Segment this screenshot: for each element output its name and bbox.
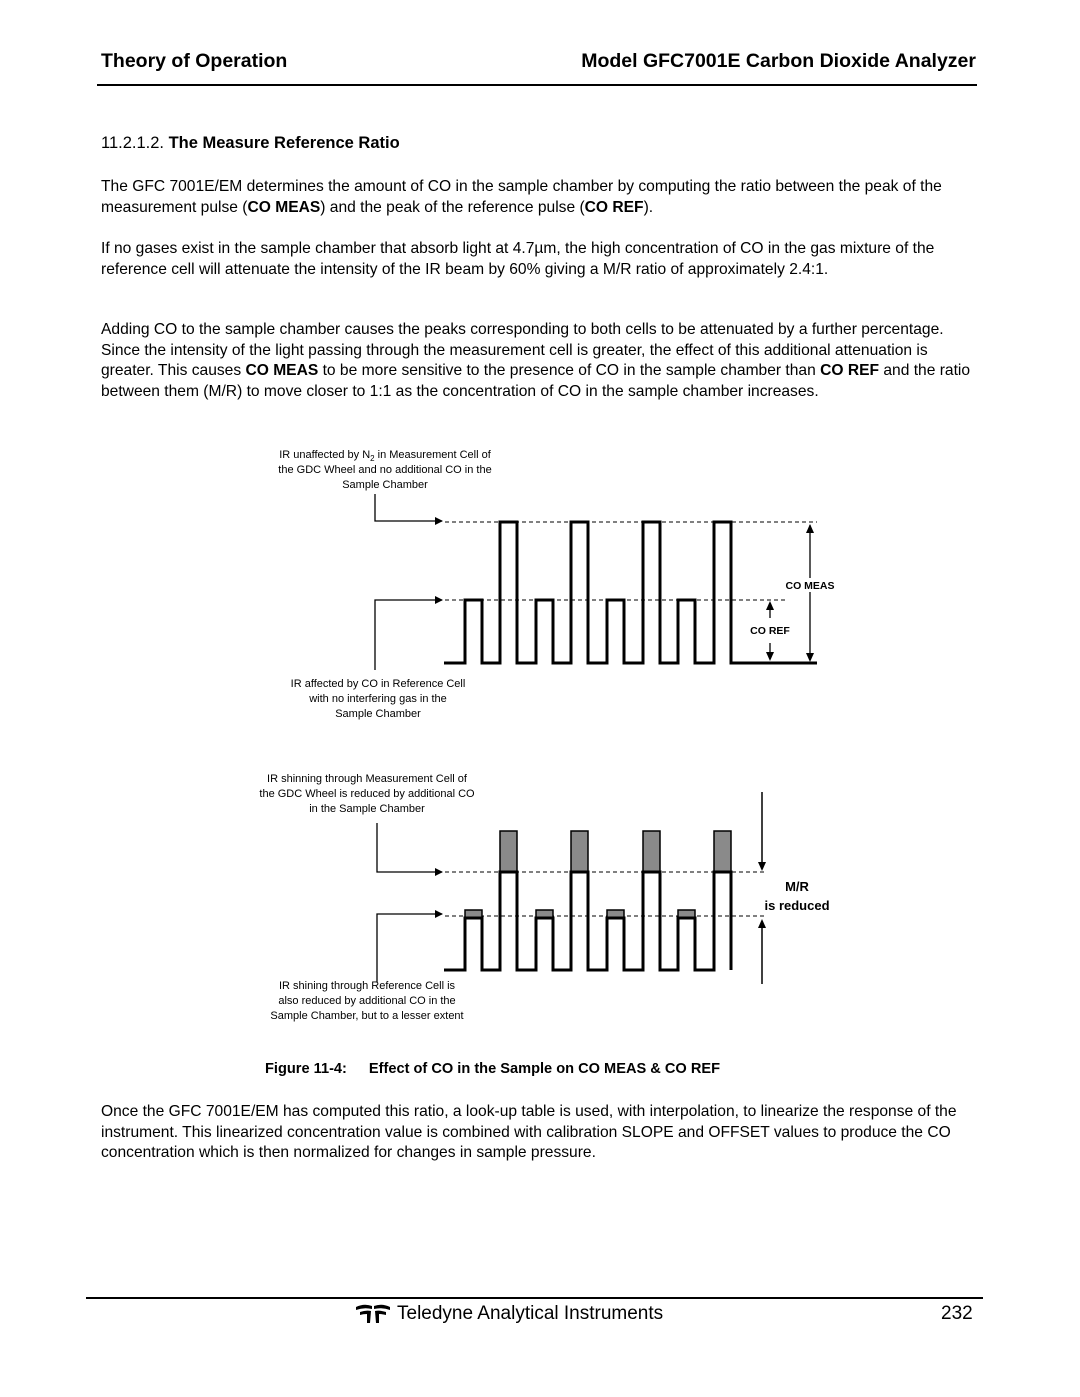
bottom-meas-label-line1: IR shinning through Measurement Cell of xyxy=(267,773,467,785)
mr-label-line1: M/R xyxy=(785,879,809,894)
bottom-waveform xyxy=(444,872,731,970)
top-meas-label-line3: Sample Chamber xyxy=(342,479,428,491)
paragraph-4: Once the GFC 7001E/EM has computed this ratio, a look-up table is used, with interpolation, to linearize the response of the instrument. This linearized concentration value is combined with calibration SLOPE and OFFSET values to produce the CO concentration which is then normalized for changes in sample pressure. xyxy=(101,1103,957,1162)
bottom-meas-label-line2: the GDC Wheel is reduced by additional CO xyxy=(259,788,475,800)
meas-peak-reduction-1 xyxy=(500,831,517,872)
meas-peak-reduction-2 xyxy=(571,831,588,872)
paragraph-2: If no gases exist in the sample chamber that absorb light at 4.7µm, the high concentration of CO in the gas mixture of the reference cell will attenuate the intensity of the IR beam by 60% giving a M/R ratio of approximately 2.4:1. xyxy=(101,240,935,278)
co-meas-arrow-down xyxy=(806,653,814,662)
p3-text-3: and the ratio between them (M/R) to move closer to 1:1 as the concentration of CO in the sample chamber increases. xyxy=(101,362,971,400)
p1-text-3: ). xyxy=(643,198,654,216)
bottom-ref-label-line1: IR shining through Reference Cell is xyxy=(278,980,456,992)
teledyne-logo-icon xyxy=(355,1303,391,1325)
p3-text-2: to be more sensitive to the presence of CO in the sample chamber than xyxy=(318,362,821,380)
bottom-ref-label-line2: also reduced by additional CO in the xyxy=(278,995,456,1007)
footer-divider xyxy=(86,1297,983,1299)
top-ref-leader-arrow xyxy=(375,600,442,670)
bottom-meas-leader-arrow xyxy=(377,823,442,872)
co-meas-label: CO MEAS xyxy=(785,580,835,592)
p1-co-meas: CO MEAS xyxy=(247,198,321,216)
mr-label-line2: is reduced xyxy=(764,898,830,913)
caption-title: Effect of CO in the Sample on CO MEAS & CO REF xyxy=(368,1061,721,1077)
page-number: 232 xyxy=(941,1303,973,1324)
top-ref-label-line2: with no interfering gas in the xyxy=(309,693,447,705)
top-waveform xyxy=(444,522,817,663)
top-diagram xyxy=(278,449,841,720)
bottom-ref-label-line3: Sample Chamber, but to a lesser extent xyxy=(270,1010,464,1022)
meas-peak-reduction-3 xyxy=(643,831,660,872)
p1-co-ref: CO REF xyxy=(584,198,644,216)
mr-arrow-up xyxy=(758,919,766,928)
caption-label: Figure 11-4: xyxy=(265,1061,347,1077)
footer-brand xyxy=(355,1303,663,1325)
top-meas-label-line1: IR unaffected by $N_2$ in Measurement Cell of xyxy=(279,449,491,463)
top-ref-label-line1: IR affected by CO in Reference Cell xyxy=(290,678,466,690)
top-meas-leader-arrow xyxy=(375,494,442,521)
top-meas-label-line2: the GDC Wheel and no additional CO in the xyxy=(278,464,492,476)
p3-co-meas: CO MEAS xyxy=(245,362,319,380)
section-number: 11.2.1.2. xyxy=(101,134,164,152)
co-ref-label: CO REF xyxy=(750,625,790,637)
footer-company: Teledyne Analytical Instruments xyxy=(397,1303,664,1324)
header-product-title: Model GFC7001E Carbon Dioxide Analyzer xyxy=(581,50,976,72)
section-title: The Measure Reference Ratio xyxy=(168,134,400,152)
co-ref-arrow-down xyxy=(766,652,774,661)
mr-arrow-down xyxy=(758,862,766,871)
p1-text-2: ) and the peak of the reference pulse ( xyxy=(320,198,585,216)
meas-peak-reduction-4 xyxy=(714,831,731,872)
figure-caption xyxy=(265,1061,720,1077)
p1-text-1: The GFC 7001E/EM determines the amount of CO in the sample chamber by computing the ratio between the peak of the measurement pulse ( xyxy=(101,178,942,216)
bottom-ref-leader-arrow xyxy=(377,914,442,982)
co-meas-arrow-up xyxy=(806,524,814,533)
bottom-diagram xyxy=(259,773,829,1022)
bottom-meas-label-line3: in the Sample Chamber xyxy=(309,803,425,815)
header-section-title: Theory of Operation xyxy=(101,50,288,72)
top-ref-label-line3: Sample Chamber xyxy=(335,708,421,720)
co-ref-arrow-up xyxy=(766,601,774,610)
p3-text-1: Adding CO to the sample chamber causes the peaks corresponding to both cells to be attenuated by a further percentage. Since the intensity of the light passing through the measurement cell is greater, the effect of this additional attenuation is greater. This causes xyxy=(101,321,944,380)
p3-co-ref: CO REF xyxy=(820,362,880,380)
